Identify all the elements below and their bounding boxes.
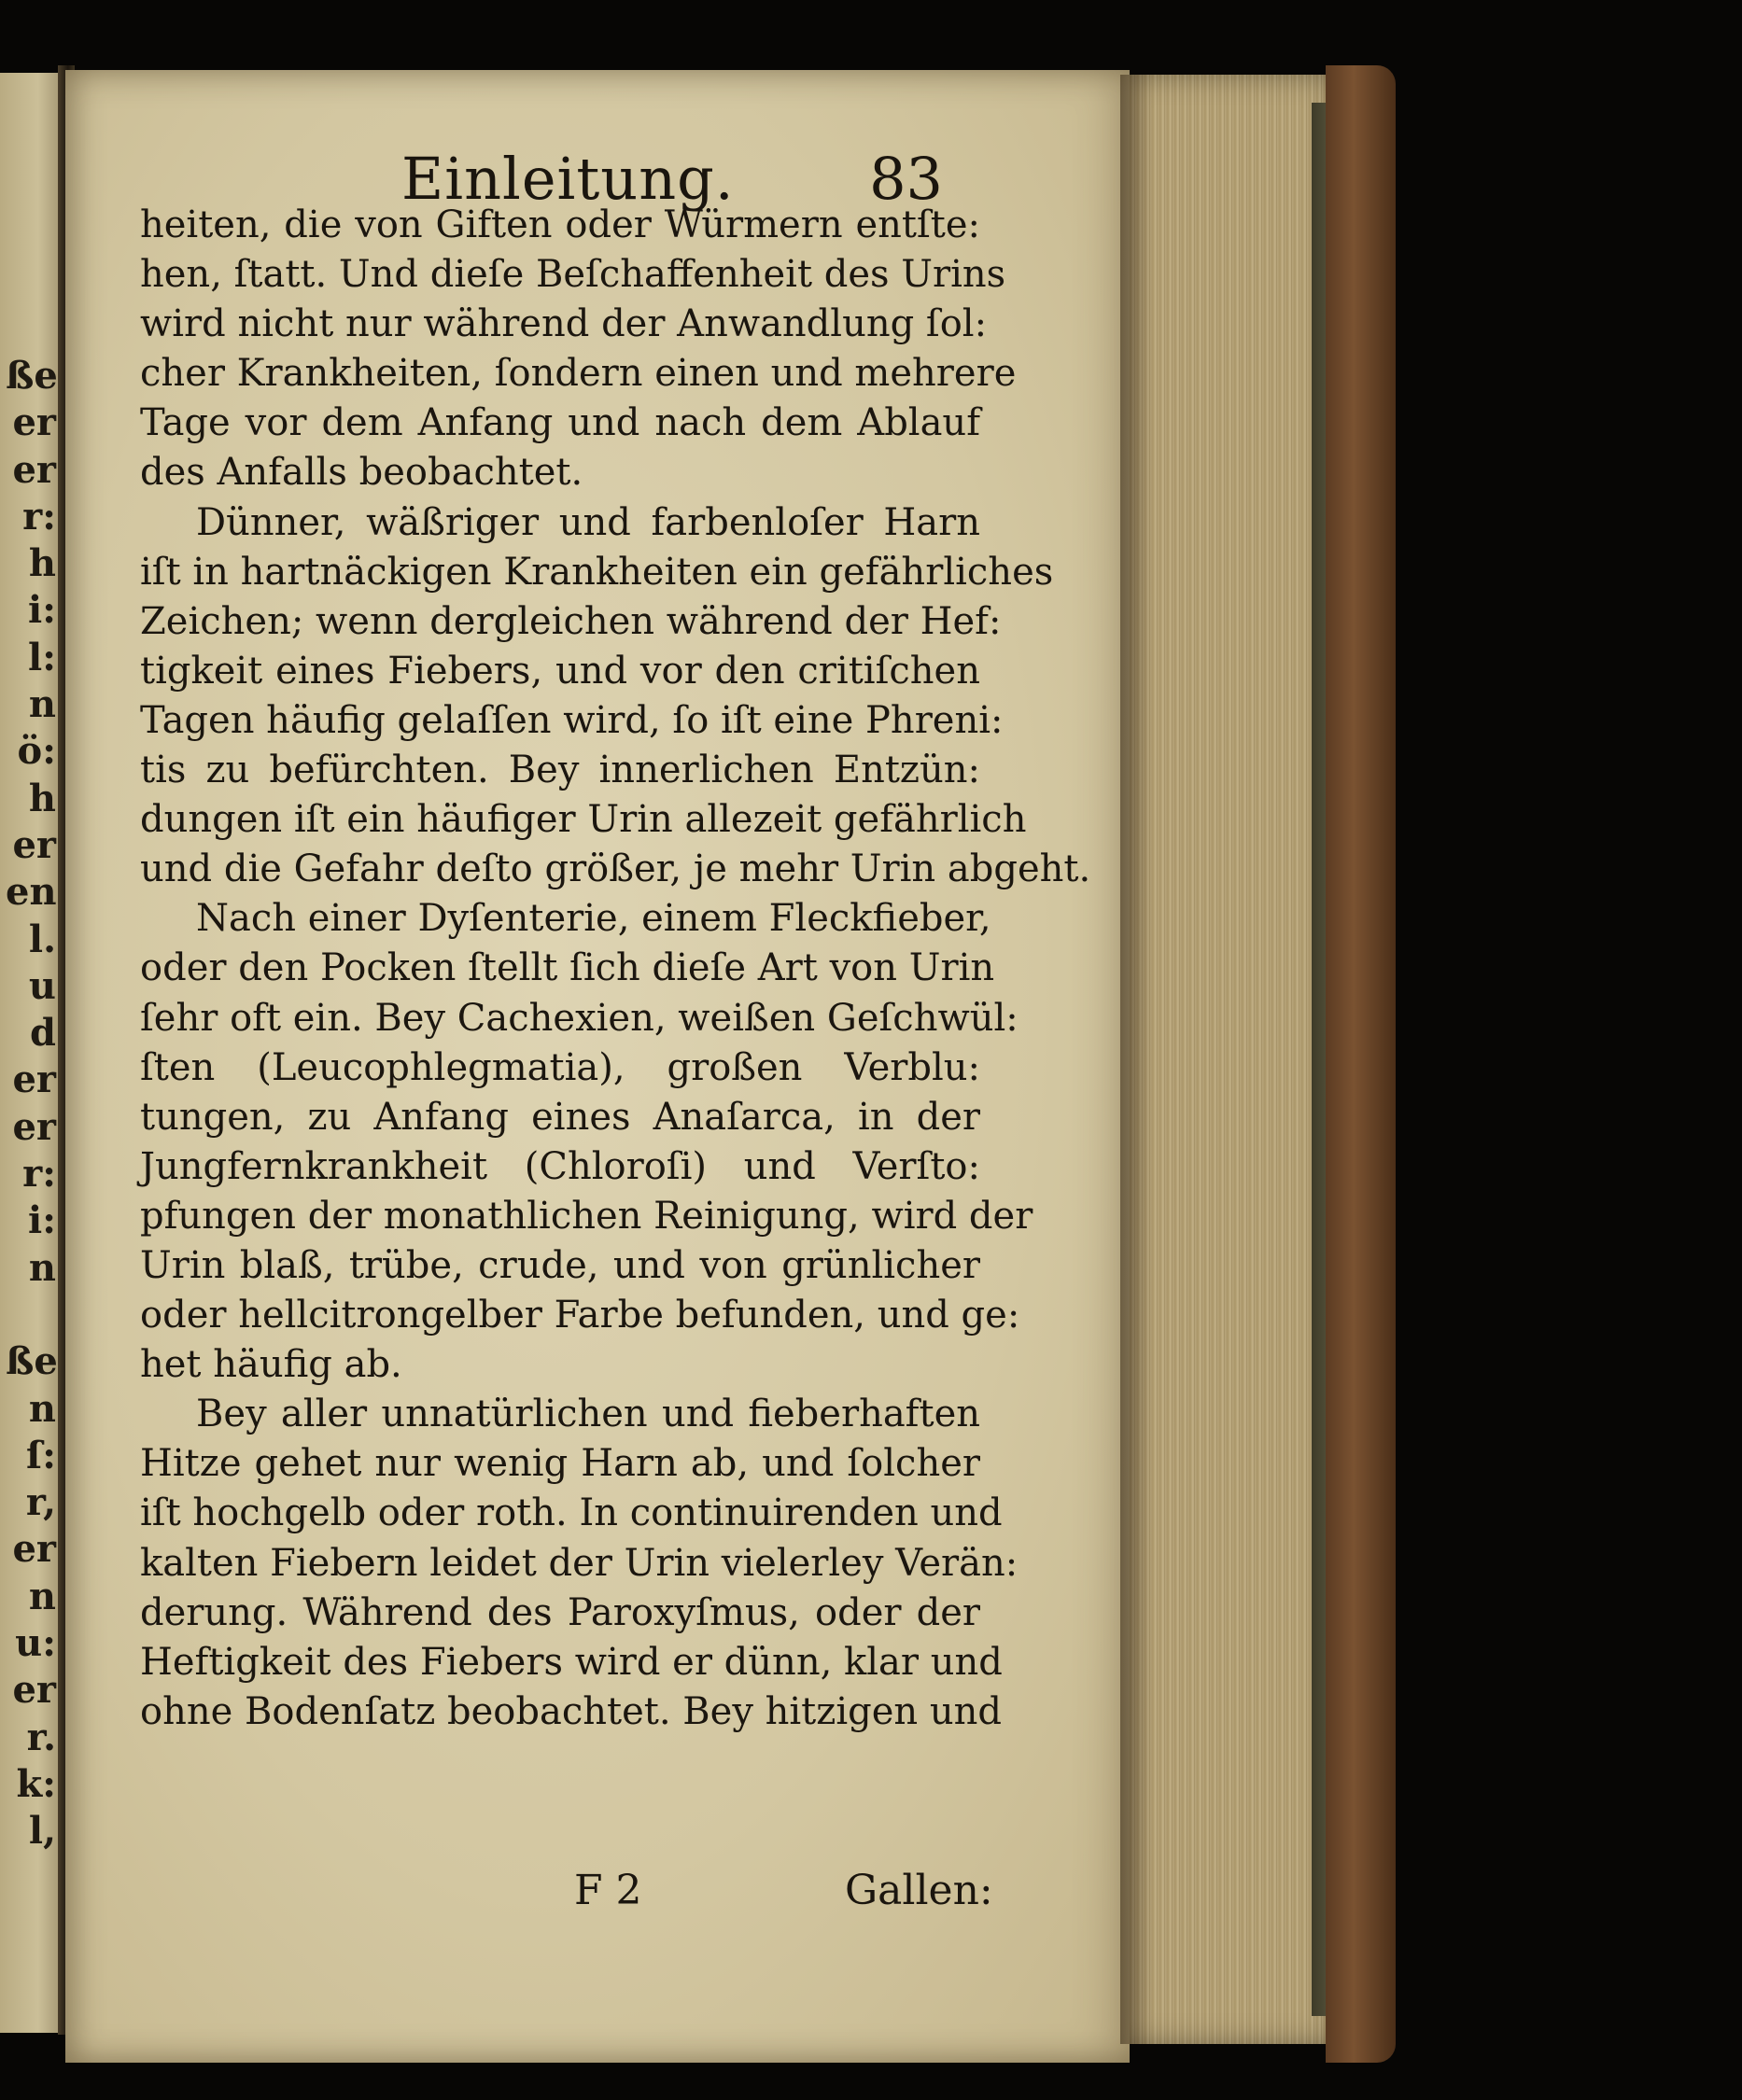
page-number: 83 — [869, 145, 943, 213]
left-page-fragment: i: — [28, 588, 56, 633]
left-page-fragment: h — [28, 541, 56, 586]
page-edge-shadow — [1120, 75, 1153, 2044]
left-page-fragment: u: — [15, 1621, 56, 1666]
running-head-title: Einleitung. — [401, 145, 735, 213]
left-page-fragment: er — [12, 447, 56, 492]
text-line: Urin blaß, trübe, crude, und von grünlicher — [140, 1243, 980, 1287]
left-page-fragment: er — [12, 822, 56, 867]
left-page-fragment: er — [12, 1104, 56, 1149]
left-page-fragment: n — [28, 682, 56, 727]
text-line: pfungen der monathlichen Reinigung, wird der — [140, 1194, 1033, 1238]
text-line: het häufig ab. — [140, 1343, 402, 1387]
left-page-fragment: n — [28, 1245, 56, 1290]
left-page-fragment: r: — [22, 494, 56, 539]
left-page-fragment: ße — [6, 354, 58, 398]
text-line: cher Krankheiten, ſondern einen und mehrere — [140, 352, 1017, 396]
text-line: tungen, zu Anfang eines Anaſarca, in der — [140, 1095, 980, 1139]
left-page-fragment: u — [28, 963, 56, 1008]
text-line: oder den Pocken ſtellt ſich dieſe Art von Urin — [140, 946, 995, 990]
text-line: Dünner, wäßriger und farbenloſer Harn — [196, 500, 980, 544]
text-line: Nach einer Dyſenterie, einem Fleckfieber, — [196, 897, 991, 941]
text-line: iſt hochgelb oder roth. In continuirenden und — [140, 1491, 1003, 1535]
left-page-fragment: ö: — [17, 729, 56, 774]
text-line: tigkeit eines Fiebers, und vor den critiſchen — [140, 649, 980, 693]
text-line: derung. Während des Paroxyſmus, oder der — [140, 1590, 980, 1634]
text-line: oder hellcitrongelber Farbe befunden, und ge: — [140, 1294, 1020, 1337]
text-line: Jungfernkrankheit (Chloroſi) und Verſto: — [140, 1144, 980, 1188]
left-page-fragment: l. — [28, 917, 56, 961]
left-page-fragment: r, — [25, 1480, 56, 1525]
left-page-fragment: n — [28, 1574, 56, 1618]
left-page-fragment: er — [12, 1527, 56, 1572]
book-page — [65, 70, 1130, 2063]
text-line: Hitze gehet nur wenig Harn ab, und ſolcher — [140, 1442, 980, 1486]
left-page-fragment: r: — [22, 1152, 56, 1197]
left-page-fragment: en — [6, 870, 57, 915]
text-line: ſten (Leucophlegmatia), großen Verblu: — [140, 1045, 980, 1089]
left-page-fragment: l: — [28, 635, 56, 679]
text-line: hen, ſtatt. Und dieſe Beſchaffenheit des Urins — [140, 253, 1006, 297]
text-line: Tagen häufig gelaſſen wird, ſo iſt eine Phreni: — [140, 698, 1004, 742]
left-page-fragment: l, — [28, 1809, 56, 1854]
text-line: Bey aller unnatürlichen und fieberhaften — [196, 1393, 980, 1436]
body-text — [140, 201, 1091, 1737]
text-line: Tage vor dem Anfang und nach dem Ablauf — [140, 401, 980, 445]
text-line: des Anfalls beobachtet. — [140, 451, 583, 495]
left-page-fragment: er — [12, 1668, 56, 1713]
text-line: dungen iſt ein häufiger Urin allezeit gefährlich — [140, 798, 1027, 842]
left-page-fragment: h — [28, 776, 56, 820]
text-line: ſehr oft ein. Bey Cachexien, weißen Geſchwül: — [140, 996, 1019, 1040]
catchword: Gallen: — [845, 1867, 993, 1914]
left-page-fragment: ße — [6, 1339, 58, 1384]
book-cover — [1326, 65, 1396, 2063]
text-line: tis zu befürchten. Bey innerlichen Entzün: — [140, 749, 980, 792]
left-page-fragment: er — [12, 400, 56, 445]
text-line: heiten, die von Giften oder Würmern entſte: — [140, 203, 980, 246]
text-line: und die Gefahr deſto größer, je mehr Urin abgeht. — [140, 847, 1091, 891]
text-line: Heftigkeit des Fiebers wird er dünn, klar und — [140, 1640, 1003, 1684]
text-line: kalten Fiebern leidet der Urin vielerley Verän: — [140, 1541, 1019, 1585]
text-line: wird nicht nur während der Anwandlung ſol: — [140, 302, 988, 346]
left-page-fragment: d — [30, 1011, 56, 1056]
left-page-fragment: ſ: — [26, 1433, 56, 1477]
left-page-fragment: k: — [16, 1761, 56, 1806]
left-facing-page — [0, 73, 63, 2033]
text-line: iſt in hartnäckigen Krankheiten ein gefährliches — [140, 550, 1054, 594]
left-page-fragment: er — [12, 1057, 56, 1102]
signature-mark: F 2 — [574, 1867, 642, 1914]
text-line: Zeichen; wenn dergleichen während der Hef: — [140, 599, 1002, 643]
left-page-fragments — [6, 353, 62, 1855]
left-page-fragment — [6, 1292, 62, 1338]
text-line: ohne Bodenſatz beobachtet. Bey hitzigen und — [140, 1689, 1003, 1733]
left-page-fragment: i: — [28, 1198, 56, 1243]
left-page-fragment: r. — [26, 1715, 56, 1759]
left-page-fragment: n — [28, 1386, 56, 1431]
